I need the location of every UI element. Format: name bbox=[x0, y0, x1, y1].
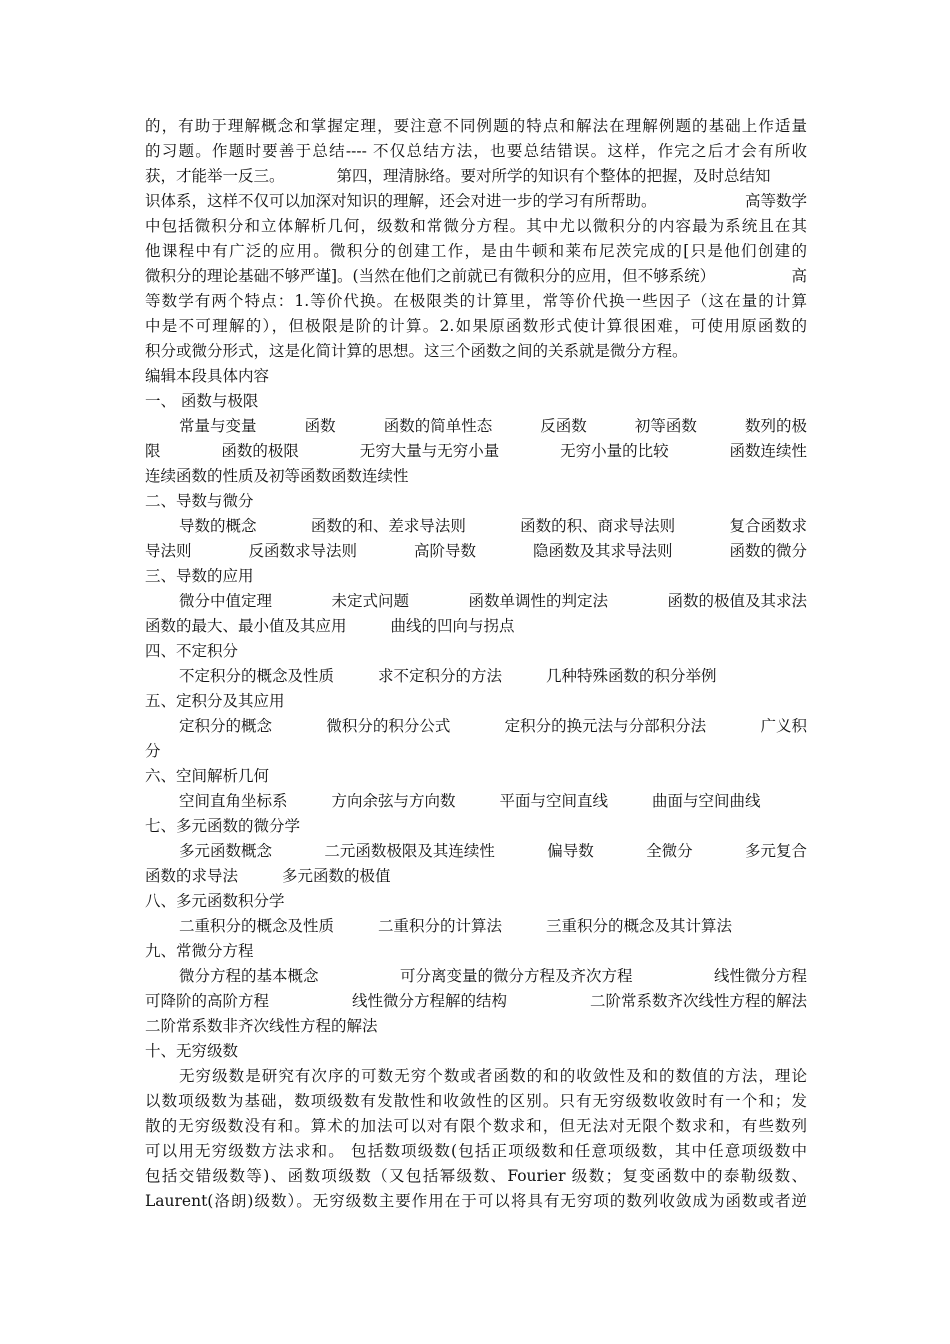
topic-item: 微分方程的基本概念 bbox=[179, 967, 319, 985]
topic-line: 连续函数的性质及初等函数函数连续性 bbox=[145, 467, 409, 485]
series-paragraph-line: 无穷级数是研究有次序的可数无穷个数或者函数的和的收敛性及和的数值的方法，理论 bbox=[179, 1067, 807, 1085]
topic-item: 微积分的积分公式 bbox=[326, 717, 451, 735]
intro-line: 积分或微分形式，这是化简计算的思想。这三个函数之间的关系就是微分方程。 bbox=[145, 342, 688, 360]
chapter-title: 八、多元函数积分学 bbox=[145, 892, 285, 910]
topic-item: 函数的极限 bbox=[221, 442, 299, 460]
topic-line: 二阶常系数非齐次线性方程的解法 bbox=[145, 1017, 378, 1035]
chapter-title: 十、无穷级数 bbox=[145, 1042, 239, 1060]
topic-item: 隐函数及其求导法则 bbox=[532, 542, 673, 560]
topic-item: 定积分的换元法与分部积分法 bbox=[504, 717, 707, 735]
topic-line bbox=[145, 514, 807, 539]
topic-line bbox=[145, 714, 807, 739]
topic-line bbox=[145, 589, 807, 614]
topic-item: 空间直角坐标系 bbox=[179, 792, 288, 810]
topic-item: 几种特殊函数的积分举例 bbox=[546, 667, 717, 685]
topic-item: 平面与空间直线 bbox=[499, 792, 609, 810]
topic-item: 函数的最大、最小值及其应用 bbox=[145, 617, 347, 635]
series-paragraph-line: Laurent(洛朗)级数）。无穷级数主要作用在于可以将具有无穷项的数列收敛成为函数或者逆 bbox=[145, 1192, 807, 1210]
topic-item: 无穷大量与无穷小量 bbox=[359, 442, 500, 460]
topic-item: 可降阶的高阶方程 bbox=[145, 992, 270, 1010]
topic-item: 二重积分的计算法 bbox=[378, 917, 503, 935]
topic-item: 线性微分方程 bbox=[713, 967, 807, 985]
topic-line bbox=[145, 539, 807, 564]
topic-item: 函数的微分 bbox=[729, 542, 807, 560]
topic-line: 分 bbox=[145, 742, 161, 760]
chapter-title: 五、定积分及其应用 bbox=[145, 692, 285, 710]
topic-item: 多元函数的极值 bbox=[282, 867, 391, 885]
series-paragraph-line: 可以用无穷级数方法求和。 包括数项级数(包括正项级数和任意项级数，其中任意项级数中 bbox=[145, 1142, 807, 1160]
intro-line: 的习题。作题时要善于总结---- 不仅总结方法，也要总结错误。这样，作完之后才会有所收 bbox=[145, 142, 807, 160]
chapter-title: 九、常微分方程 bbox=[145, 942, 254, 960]
topic-item: 初等函数 bbox=[634, 417, 697, 435]
chapter-title: 二、导数与微分 bbox=[145, 492, 254, 510]
topic-item: 多元函数概念 bbox=[179, 842, 273, 860]
topic-line bbox=[145, 914, 807, 939]
topic-item: 曲面与空间曲线 bbox=[652, 792, 761, 810]
topic-item: 微分中值定理 bbox=[179, 592, 273, 610]
topic-item: 函数单调性的判定法 bbox=[468, 592, 608, 610]
chapter-title: 六、空间解析几何 bbox=[145, 767, 270, 785]
topic-item: 三重积分的概念及其计算法 bbox=[546, 917, 733, 935]
intro-line: 微积分的理论基础不够严谨]。(当然在他们之前就已有微积分的应用，但不够系统） 高 bbox=[145, 267, 807, 285]
topic-line bbox=[145, 414, 807, 439]
topic-item: 导法则 bbox=[145, 542, 192, 560]
topic-line bbox=[145, 839, 807, 864]
topic-item: 函数的极值及其求法 bbox=[667, 592, 807, 610]
intro-line: 识体系，这样不仅可以加深对知识的理解，还会对进一步的学习有所帮助。 高等数学 bbox=[145, 192, 807, 210]
topic-line bbox=[145, 664, 807, 689]
topic-line bbox=[145, 439, 807, 464]
topic-item: 二阶常系数齐次线性方程的解法 bbox=[589, 992, 807, 1010]
chapter-title: 一、 函数与极限 bbox=[145, 392, 259, 410]
topic-item: 二元函数极限及其连续性 bbox=[324, 842, 495, 860]
topic-item: 函数的和、差求导法则 bbox=[310, 517, 466, 535]
intro-line: 中包括微积分和立体解析几何，级数和常微分方程。其中尤以微积分的内容最为系统且在其 bbox=[145, 217, 807, 235]
topic-item: 函数的积、商求导法则 bbox=[520, 517, 676, 535]
topic-line bbox=[145, 864, 807, 889]
topic-line bbox=[145, 789, 807, 814]
topic-item: 广义积 bbox=[760, 717, 807, 735]
section-heading: 编辑本段具体内容 bbox=[145, 367, 270, 385]
document-page bbox=[145, 114, 807, 1214]
topic-item: 全微分 bbox=[646, 842, 693, 860]
topic-item: 数列的极 bbox=[744, 417, 807, 435]
topic-item: 定积分的概念 bbox=[179, 717, 273, 735]
topic-item: 二重积分的概念及性质 bbox=[179, 917, 335, 935]
topic-item: 高阶导数 bbox=[413, 542, 476, 560]
series-paragraph-line: 包括交错级数等)、函数项级数（又包括幂级数、Fourier 级数；复变函数中的泰勒级数、 bbox=[145, 1167, 807, 1185]
topic-line bbox=[145, 964, 807, 989]
series-paragraph-line: 以数项级数为基础，数项级数有发散性和收敛性的区别。只有无穷级数收敛时有一个和；发 bbox=[145, 1092, 807, 1110]
topic-item: 导数的概念 bbox=[179, 517, 257, 535]
topic-item: 不定积分的概念及性质 bbox=[179, 667, 335, 685]
topic-line bbox=[145, 614, 807, 639]
intro-line: 获，才能举一反三。 第四，理清脉络。要对所学的知识有个整体的把握，及时总结知 bbox=[145, 167, 771, 185]
topic-item: 常量与变量 bbox=[179, 417, 257, 435]
topic-item: 线性微分方程解的结构 bbox=[351, 992, 507, 1010]
topic-item: 方向余弦与方向数 bbox=[331, 792, 456, 810]
intro-line: 中是不可理解的），但极限是阶的计算。2.如果原函数形式使计算很困难，可使用原函数的 bbox=[145, 317, 807, 335]
chapter-title: 四、不定积分 bbox=[145, 642, 239, 660]
chapter-title: 三、导数的应用 bbox=[145, 567, 254, 585]
topic-item: 多元复合 bbox=[744, 842, 807, 860]
topic-item: 反函数求导法则 bbox=[248, 542, 357, 560]
intro-line: 他课程中有广泛的应用。微积分的创建工作，是由牛顿和莱布尼茨完成的[只是他们创建的 bbox=[145, 242, 807, 260]
series-paragraph-line: 散的无穷级数没有和。算术的加法可以对有限个数求和，但无法对无限个数求和，有些数列 bbox=[145, 1117, 807, 1135]
topic-item: 函数的求导法 bbox=[145, 867, 239, 885]
topic-item: 未定式问题 bbox=[331, 592, 409, 610]
chapter-title: 七、多元函数的微分学 bbox=[145, 817, 301, 835]
topic-item: 复合函数求 bbox=[729, 517, 807, 535]
topic-item: 函数的简单性态 bbox=[383, 417, 493, 435]
intro-line: 等数学有两个特点：1.等价代换。在极限类的计算里，常等价代换一些因子（这在量的计算 bbox=[145, 292, 807, 310]
topic-item: 曲线的凹向与拐点 bbox=[390, 617, 515, 635]
intro-line: 的，有助于理解概念和掌握定理，要注意不同例题的特点和解法在理解例题的基础上作适量 bbox=[145, 117, 807, 135]
topic-item: 反函数 bbox=[540, 417, 587, 435]
topic-item: 偏导数 bbox=[547, 842, 594, 860]
topic-item: 无穷小量的比较 bbox=[560, 442, 669, 460]
topic-item: 求不定积分的方法 bbox=[378, 667, 503, 685]
topic-item: 函数连续性 bbox=[729, 442, 807, 460]
topic-line bbox=[145, 989, 807, 1014]
topic-item: 可分离变量的微分方程及齐次方程 bbox=[399, 967, 633, 985]
topic-item: 限 bbox=[145, 442, 161, 460]
topic-item: 函数 bbox=[304, 417, 336, 435]
